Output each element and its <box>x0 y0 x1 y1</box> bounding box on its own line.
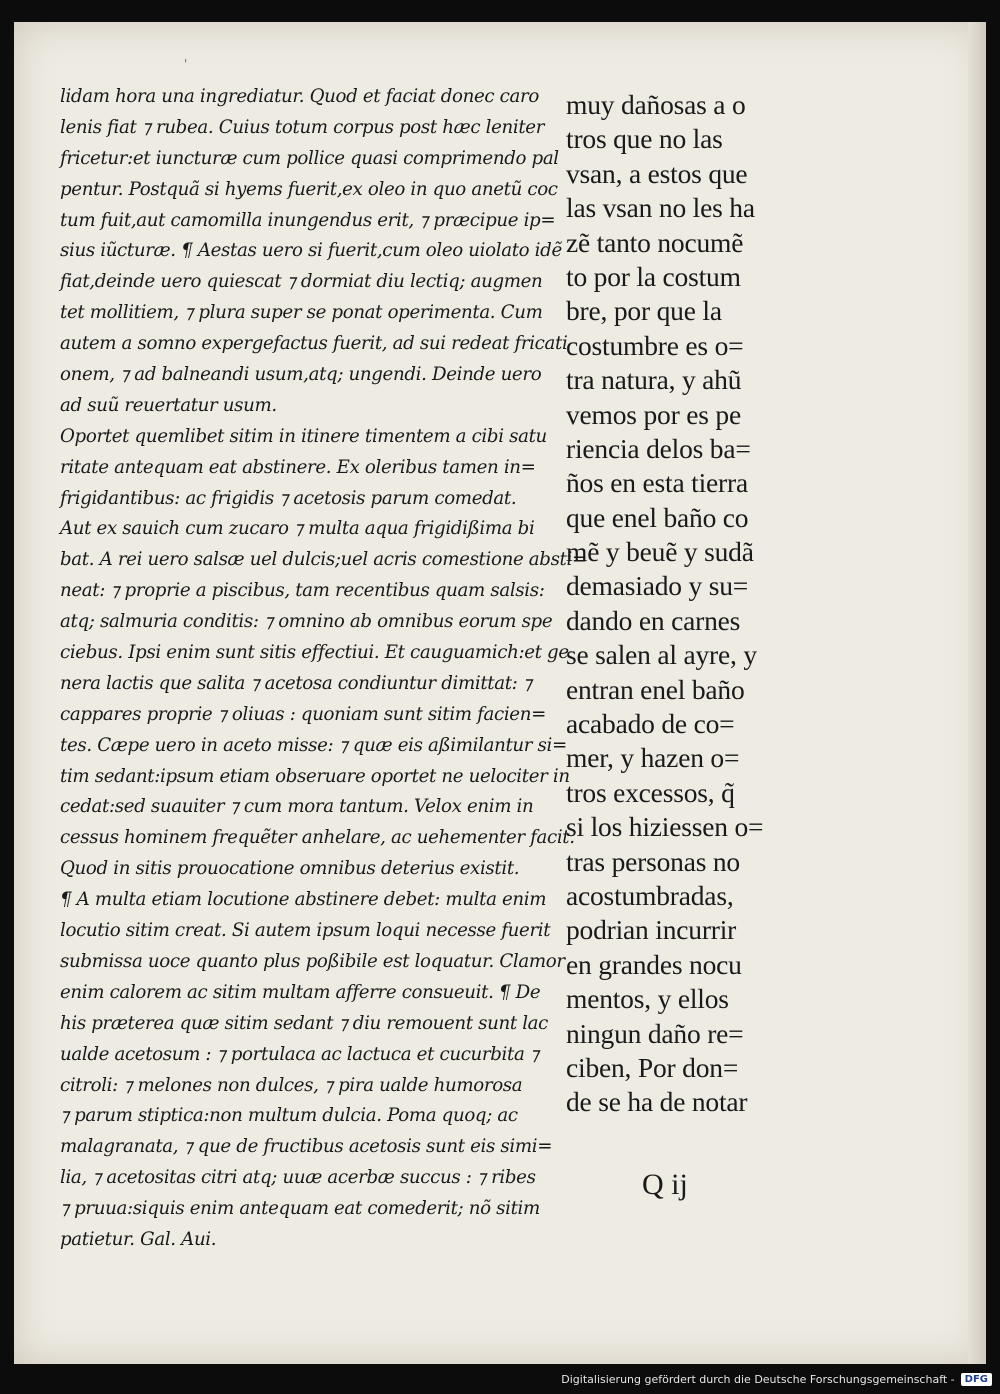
latin-text-line: bat. A rei uero salsæ uel dulcis;uel acris comestione absti= <box>60 549 587 571</box>
spanish-text-line: entran enel baño <box>566 673 745 705</box>
latin-text-line: cedat:sed suauiter ⁊ cum mora tantum. Velox enim in <box>60 796 534 818</box>
latin-text-line: tes. Cæpe uero in aceto misse: ⁊ quæ eis aßimilantur si= <box>60 734 567 756</box>
spanish-text-line: costumbre es o= <box>566 329 744 361</box>
margin-mark: ' <box>184 57 188 71</box>
latin-text-line: locutio sitim creat. Si autem ipsum loqui necesse fuerit <box>60 920 551 942</box>
latin-text-line: ualde acetosum : ⁊ portulaca ac lactuca et cucurbita ⁊ <box>60 1043 539 1065</box>
latin-text-line: ⁊ parum stiptica:non multum dulcia. Poma quoq; ac <box>60 1105 518 1127</box>
latin-text-line: cappares proprie ⁊ oliuas : quoniam sunt sitim facien= <box>60 703 546 725</box>
latin-text-line: ad suũ reuertatur usum. <box>60 394 277 416</box>
latin-text-line: submissa uoce quanto plus poßibile est loquatur. Clamor <box>60 950 565 972</box>
dfg-logo: DFG <box>961 1373 992 1386</box>
latin-text-line: pentur. Postquã si hyems fuerit,ex oleo in quo anetũ coc <box>60 178 558 200</box>
spanish-text-line: que enel baño co <box>566 501 749 533</box>
latin-text-line: Oportet quemlibet sitim in itinere timentem a cibi satu <box>60 425 547 447</box>
spanish-text-line: muy dañosas a o <box>566 89 746 120</box>
spanish-text-line: tros que no las <box>566 123 723 155</box>
latin-text-line: nera lactis que salita ⁊ acetosa condiuntur dimittat: ⁊ <box>60 672 532 694</box>
latin-text-line: onem, ⁊ ad balneandi usum,atq; ungendi. Deinde uero <box>60 364 542 386</box>
latin-text-line: neat: ⁊ proprie a piscibus, tam recentibus quam salsis: <box>60 580 545 602</box>
spanish-text-line: vsan, a estos que <box>566 157 748 189</box>
latin-text-line: ⁊ pruua:siquis enim antequam eat comederit; nõ sitim <box>60 1198 540 1220</box>
latin-text-line: tum fuit,aut camomilla inungendus erit, ⁊ præcipue ip= <box>60 209 556 231</box>
latin-text-line: autem a somno expergefactus fuerit, ad sui redeat fricati <box>60 333 568 355</box>
spanish-text-line: las vsan no les ha <box>566 192 755 224</box>
book-page <box>14 22 986 1364</box>
latin-text-line: cessus hominem frequẽter anhelare, ac uehementer facit. <box>60 827 575 849</box>
latin-text-line: atq; salmuria conditis: ⁊ omnino ab omnibus eorum spe <box>60 611 553 633</box>
spanish-text-line: podrian incurrir <box>566 914 737 946</box>
spanish-text-line: acabado de co= <box>566 708 735 740</box>
spanish-text-line: demasiado y su= <box>566 570 749 602</box>
latin-text-line: enim calorem ac sitim multam afferre consueuit. ¶ De <box>60 981 541 1003</box>
latin-text-line: his præterea quæ sitim sedant ⁊ diu remouent sunt lac <box>60 1012 549 1034</box>
spanish-text-line: mẽ y beuẽ y sudã <box>566 536 754 568</box>
latin-text-line: ciebus. Ipsi enim sunt sitis effectiui. Et cauguamich:et ge <box>60 642 569 664</box>
spanish-text-line: riencia delos ba= <box>566 432 751 464</box>
spanish-text-line: acostumbradas, <box>566 879 734 911</box>
page-edge <box>968 22 986 1364</box>
spanish-text-line: mer, y hazen o= <box>566 742 740 774</box>
spanish-text-line: se salen al ayre, y <box>566 639 757 671</box>
latin-text-line: ¶ A multa etiam locutione abstinere debet: multa enim <box>60 889 547 911</box>
latin-text-line: citroli: ⁊ melones non dulces, ⁊ pira ualde humorosa <box>60 1074 523 1096</box>
latin-text-line: fiat,deinde uero quiescat ⁊ dormiat diu lectiq; augmen <box>60 271 543 293</box>
spanish-text-line: en grandes nocu <box>566 948 742 980</box>
latin-text-line: sius iũcturæ. ¶ Aestas uero si fuerit,cum oleo uiolato idẽ <box>60 240 562 262</box>
latin-text-line: fricetur:et iuncturæ cum pollice quasi comprimendo pal <box>60 147 559 169</box>
spanish-text-column <box>566 88 806 1120</box>
latin-text-line: Aut ex sauich cum zucaro ⁊ multa aqua frigidißima bi <box>60 518 535 540</box>
spanish-text-line: bre, por que la <box>566 295 722 327</box>
latin-text-line: tim sedant:ipsum etiam obseruare oportet ne uelociter in <box>60 765 570 787</box>
spanish-text-line: ciben, Por don= <box>566 1051 739 1083</box>
spanish-text-line: ningun daño re= <box>566 1017 744 1049</box>
spanish-text-line: dando en carnes <box>566 604 741 636</box>
spanish-text-line: si los hiziessen o= <box>566 811 764 843</box>
latin-text-line: ritate antequam eat abstinere. Ex oleribus tamen in= <box>60 456 536 478</box>
latin-text-line: lia, ⁊ acetositas citri atq; uuæ acerbæ succus : ⁊ ribes <box>60 1167 536 1189</box>
spanish-text-line: mentos, y ellos <box>566 983 729 1015</box>
spanish-text-line: tros excessos, q̃ <box>566 776 735 808</box>
latin-text-line: tet mollitiem, ⁊ plura super se ponat operimenta. Cum <box>60 302 543 324</box>
latin-text-column <box>60 82 587 1256</box>
latin-text-line: patietur. Gal. Aui. <box>60 1228 217 1250</box>
spanish-text-line: tras personas no <box>566 845 740 877</box>
spanish-text-line: vemos por es pe <box>566 398 741 430</box>
footer-bar <box>0 1364 1000 1394</box>
footer-credit: Digitalisierung gefördert durch die Deutsche Forschungsgemeinschaft - <box>561 1372 955 1386</box>
spanish-text-line: to por la costum <box>566 260 741 292</box>
latin-text-line: lenis fiat ⁊ rubea. Cuius totum corpus post hæc leniter <box>60 116 545 138</box>
latin-text-line: Quod in sitis prouocatione omnibus deterius existit. <box>60 858 520 880</box>
latin-text-line: frigidantibus: ac frigidis ⁊ acetosis parum comedat. <box>60 487 517 509</box>
spanish-text-line: zẽ tanto nocumẽ <box>566 226 744 258</box>
spanish-text-line: tra natura, y ahũ <box>566 364 742 396</box>
latin-text-line: malagranata, ⁊ que de fructibus acetosis sunt eis simi= <box>60 1136 553 1158</box>
spanish-text-line: ños en esta tierra <box>566 467 748 499</box>
signature-mark: Q ij <box>642 1168 688 1201</box>
spanish-text-line: de se ha de notar <box>566 1086 748 1118</box>
latin-text-line: lidam hora una ingrediatur. Quod et faciat donec caro <box>60 86 539 107</box>
